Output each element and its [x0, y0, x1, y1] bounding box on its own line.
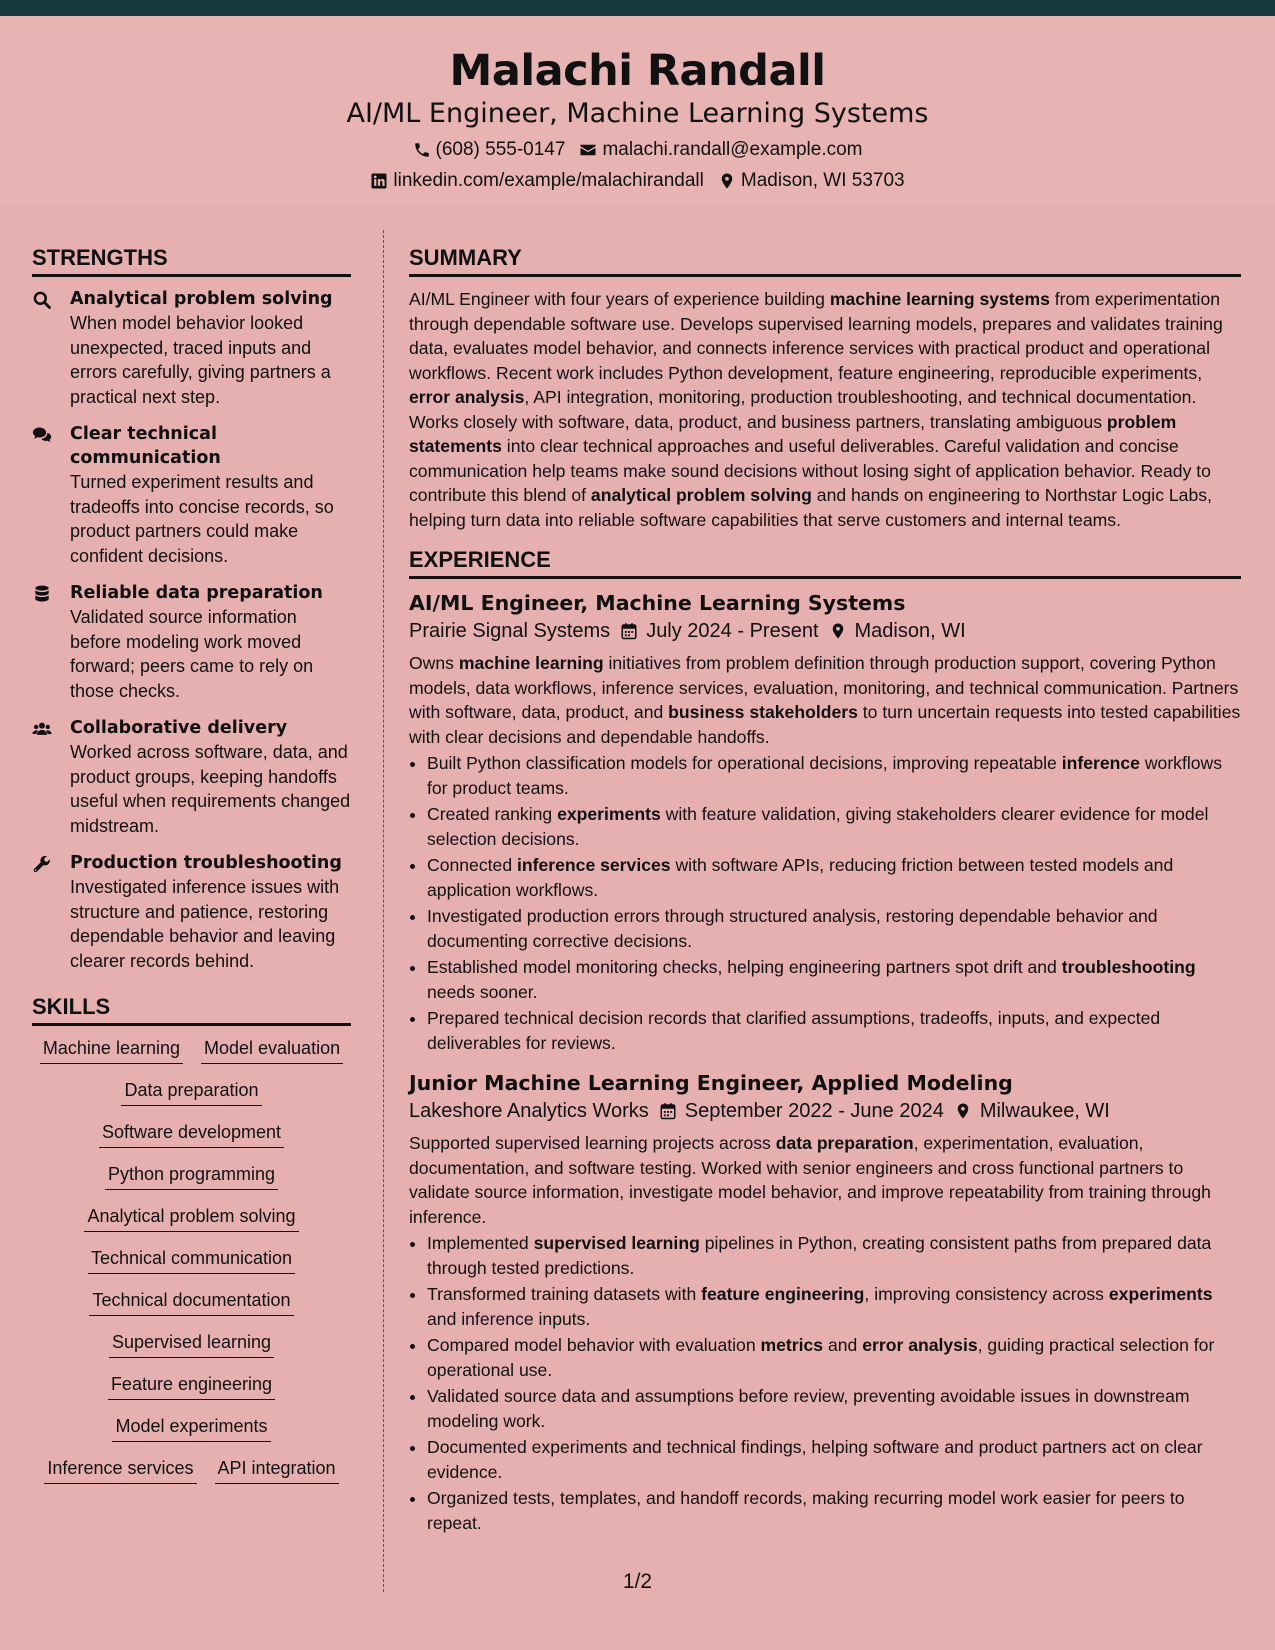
left-column — [32, 244, 351, 1498]
map-pin-icon — [829, 622, 847, 640]
summary-text: AI/ML Engineer with four years of experience building machine learning systems from experimentation through dependable software use. Develops supervised learning models, prepares and validates training data, evaluates model behavior, and connects inference services with practical product and operational workflows. Recent work includes Python development, feature engineering, reproducible experiments, error analysis, API integration, monitoring, production troubleshooting, and technical documentation. Works closely with software, data, product, and business partners, translating ambiguous problem statements into clear technical approaches and useful deliverables. Careful validation and concise communication help teams make sound decisions without losing sight of application behavior. Ready to contribute this blend of analytical problem solving and hands on engineering to Northstar Logic Labs, helping turn data into reliable software capabilities that serve customers and internal teams. — [409, 289, 1223, 530]
skill-tag: Python programming — [105, 1162, 278, 1190]
company-name: Lakeshore Analytics Works — [409, 1100, 649, 1122]
bullet-item: • Built Python classification models for operational decisions, improving repeatable inference workflows for product teams. — [427, 751, 1241, 800]
bold-keyword: problem statements — [409, 411, 1177, 456]
bold-keyword: machine learning systems — [829, 289, 1050, 309]
skills-row — [32, 1372, 351, 1400]
strength-text — [70, 287, 351, 409]
strength-title: Collaborative delivery — [70, 718, 288, 738]
bold-keyword: inference services — [517, 855, 671, 875]
bullet-item: • Compared model behavior with evaluation metrics and error analysis, guiding practical selection for operational use. — [427, 1333, 1241, 1382]
bullet-item: • Implemented supervised learning pipelines in Python, creating consistent paths from prepared data through tested predictions. — [427, 1231, 1241, 1280]
job-bullets — [409, 751, 1241, 1055]
skill-tag: Feature engineering — [108, 1372, 275, 1400]
job-entry — [409, 589, 1241, 1055]
bold-keyword: data preparation — [775, 1133, 914, 1153]
strength-item — [32, 422, 351, 568]
job-meta — [409, 617, 1241, 645]
skill-tag: Technical documentation — [89, 1288, 293, 1316]
page-number: 1/2 — [622, 1570, 653, 1593]
bullet-item: • Created ranking experiments with feature validation, giving stakeholders clearer evidence for model selection decisions. — [427, 802, 1241, 851]
skill-tag: Data preparation — [121, 1078, 261, 1106]
strength-title: Reliable data preparation — [70, 583, 323, 603]
map-pin-icon — [954, 1102, 972, 1120]
chat-icon — [32, 422, 70, 568]
candidate-title: AI/ML Engineer, Machine Learning Systems — [346, 98, 929, 129]
skill-tag: Inference services — [44, 1456, 196, 1484]
skill-tag: API integration — [215, 1456, 339, 1484]
strength-item — [32, 287, 351, 409]
job-location — [954, 1097, 1110, 1125]
skill-tag: Machine learning — [40, 1036, 183, 1064]
job-meta — [409, 1097, 1241, 1125]
bullet-item: • Established model monitoring checks, helping engineering partners spot drift and troubleshooting needs sooner. — [427, 955, 1241, 1004]
strength-text — [70, 581, 351, 703]
experience-list — [409, 589, 1241, 1535]
skill-tag: Software development — [99, 1120, 284, 1148]
skills-heading: SKILLS — [32, 993, 351, 1026]
job-dates-text: September 2022 - June 2024 — [684, 1100, 944, 1122]
bullet-item: • Investigated production errors through structured analysis, restoring dependable behavior and documenting corrective decisions. — [427, 904, 1241, 953]
strength-text — [70, 422, 351, 568]
strength-item — [32, 851, 351, 973]
strength-title: Production troubleshooting — [70, 853, 342, 873]
calendar-icon — [620, 622, 638, 640]
strengths-heading: STRENGTHS — [32, 244, 351, 277]
bullet-item: • Documented experiments and technical findings, helping software and product partners act on clear evidence. — [427, 1435, 1241, 1484]
strength-description: Turned experiment results and tradeoffs into concise records, so product partners could make confident decisions. — [70, 472, 334, 566]
strength-description: Worked across software, data, and product groups, keeping handoffs useful when requirements changed midstream. — [70, 742, 351, 836]
linkedin-icon — [370, 172, 388, 190]
bold-keyword: error analysis — [862, 1335, 978, 1355]
email-item[interactable] — [579, 138, 862, 162]
skill-tag: Supervised learning — [109, 1330, 274, 1358]
contact-row-1 — [0, 138, 1275, 162]
bold-keyword: experiments — [1108, 1284, 1213, 1304]
bold-keyword: feature engineering — [701, 1284, 865, 1304]
strength-text — [70, 851, 351, 973]
bold-keyword: metrics — [760, 1335, 824, 1355]
company-name: Prairie Signal Systems — [409, 620, 611, 642]
skills-row — [32, 1246, 351, 1274]
bold-keyword: troubleshooting — [1061, 957, 1196, 977]
job-description: Owns machine learning initiatives from problem definition through production support, covering Python models, data workflows, inference services, evaluation, monitoring, and technical communication. Partners with software, data, product, and business stakeholders to turn uncertain requests into tested capabilities with clear decisions and dependable handoffs. — [409, 653, 1241, 747]
bullet-item: • Validated source data and assumptions before review, preventing avoidable issues in downstream modeling work. — [427, 1384, 1241, 1433]
job-dates — [659, 1097, 944, 1125]
users-icon — [32, 716, 70, 838]
skill-tag: Model experiments — [112, 1414, 270, 1442]
skill-tag: Model evaluation — [201, 1036, 343, 1064]
skills-row — [32, 1204, 351, 1232]
calendar-icon — [659, 1102, 677, 1120]
phone-text: (608) 555-0147 — [435, 139, 566, 160]
summary-heading: SUMMARY — [409, 244, 1241, 277]
bullet-item: • Connected inference services with software APIs, reducing friction between tested models and application workflows. — [427, 853, 1241, 902]
skill-tag: Analytical problem solving — [84, 1204, 298, 1232]
location-text: Madison, WI 53703 — [740, 170, 905, 191]
right-column — [409, 244, 1241, 1537]
job-location — [829, 617, 966, 645]
job-description: Supported supervised learning projects across data preparation, experimentation, evaluation, documentation, and software testing. Worked with senior engineers and cross functional partners to validate source information, investigate model behavior, and improve repeatability from training through inference. — [409, 1133, 1211, 1227]
bold-keyword: supervised learning — [533, 1233, 700, 1253]
bullet-item: • Organized tests, templates, and handoff records, making recurring model work easier for peers to repeat. — [427, 1486, 1241, 1535]
skills-row — [32, 1414, 351, 1442]
strength-text — [70, 716, 351, 838]
email-text[interactable]: malachi.randall@example.com — [602, 139, 863, 160]
column-divider — [383, 230, 384, 1592]
bold-keyword: error analysis — [409, 387, 525, 407]
skills-row — [32, 1456, 351, 1484]
search-icon — [32, 287, 70, 409]
skills-list — [32, 1036, 351, 1484]
skill-tag: Technical communication — [88, 1246, 295, 1274]
skills-row — [32, 1288, 351, 1316]
job-title: AI/ML Engineer, Machine Learning Systems — [409, 591, 906, 615]
job-dates — [620, 617, 818, 645]
bold-keyword: inference — [1061, 753, 1140, 773]
job-location-text: Milwaukee, WI — [979, 1100, 1110, 1122]
map-pin-icon — [718, 172, 736, 190]
strength-description: Investigated inference issues with structure and patience, restoring dependable behavior and leaving clearer records behind. — [70, 877, 340, 971]
strengths-list — [32, 287, 351, 973]
strength-item — [32, 581, 351, 703]
skills-row — [32, 1120, 351, 1148]
database-icon — [32, 581, 70, 703]
contact-row-2 — [0, 169, 1275, 193]
job-entry — [409, 1069, 1241, 1535]
linkedin-item[interactable] — [370, 169, 704, 193]
strength-description: When model behavior looked unexpected, traced inputs and errors carefully, giving partners a practical next step. — [70, 313, 331, 407]
strength-item — [32, 716, 351, 838]
job-dates-text: July 2024 - Present — [646, 620, 819, 642]
skills-row — [32, 1036, 351, 1064]
bold-keyword: experiments — [557, 804, 661, 824]
job-title: Junior Machine Learning Engineer, Applied Modeling — [409, 1071, 1013, 1095]
bold-keyword: analytical problem solving — [590, 485, 812, 505]
phone-icon — [413, 141, 431, 159]
candidate-name: Malachi Randall — [449, 46, 826, 96]
bullet-item: • Transformed training datasets with feature engineering, improving consistency across experiments and inference inputs. — [427, 1282, 1241, 1331]
skills-row — [32, 1078, 351, 1106]
skills-row — [32, 1330, 351, 1358]
bold-keyword: machine learning — [458, 653, 604, 673]
strength-description: Validated source information before modeling work moved forward; peers came to rely on those checks. — [70, 607, 314, 701]
strength-title: Clear technical communication — [70, 424, 221, 468]
wrench-icon — [32, 851, 70, 973]
job-location-text: Madison, WI — [854, 620, 966, 642]
experience-heading: EXPERIENCE — [409, 546, 1241, 579]
envelope-icon — [579, 141, 597, 159]
resume-header — [0, 16, 1275, 204]
strength-title: Analytical problem solving — [70, 289, 333, 309]
skills-row — [32, 1162, 351, 1190]
location-item — [718, 169, 905, 193]
bullet-item: • Prepared technical decision records that clarified assumptions, tradeoffs, inputs, and expected deliverables for reviews. — [427, 1006, 1241, 1055]
phone-item — [413, 138, 566, 162]
top-color-bar — [0, 0, 1275, 16]
linkedin-text[interactable]: linkedin.com/example/malachirandall — [393, 170, 704, 191]
job-bullets — [409, 1231, 1241, 1535]
bold-keyword: business stakeholders — [668, 702, 858, 722]
